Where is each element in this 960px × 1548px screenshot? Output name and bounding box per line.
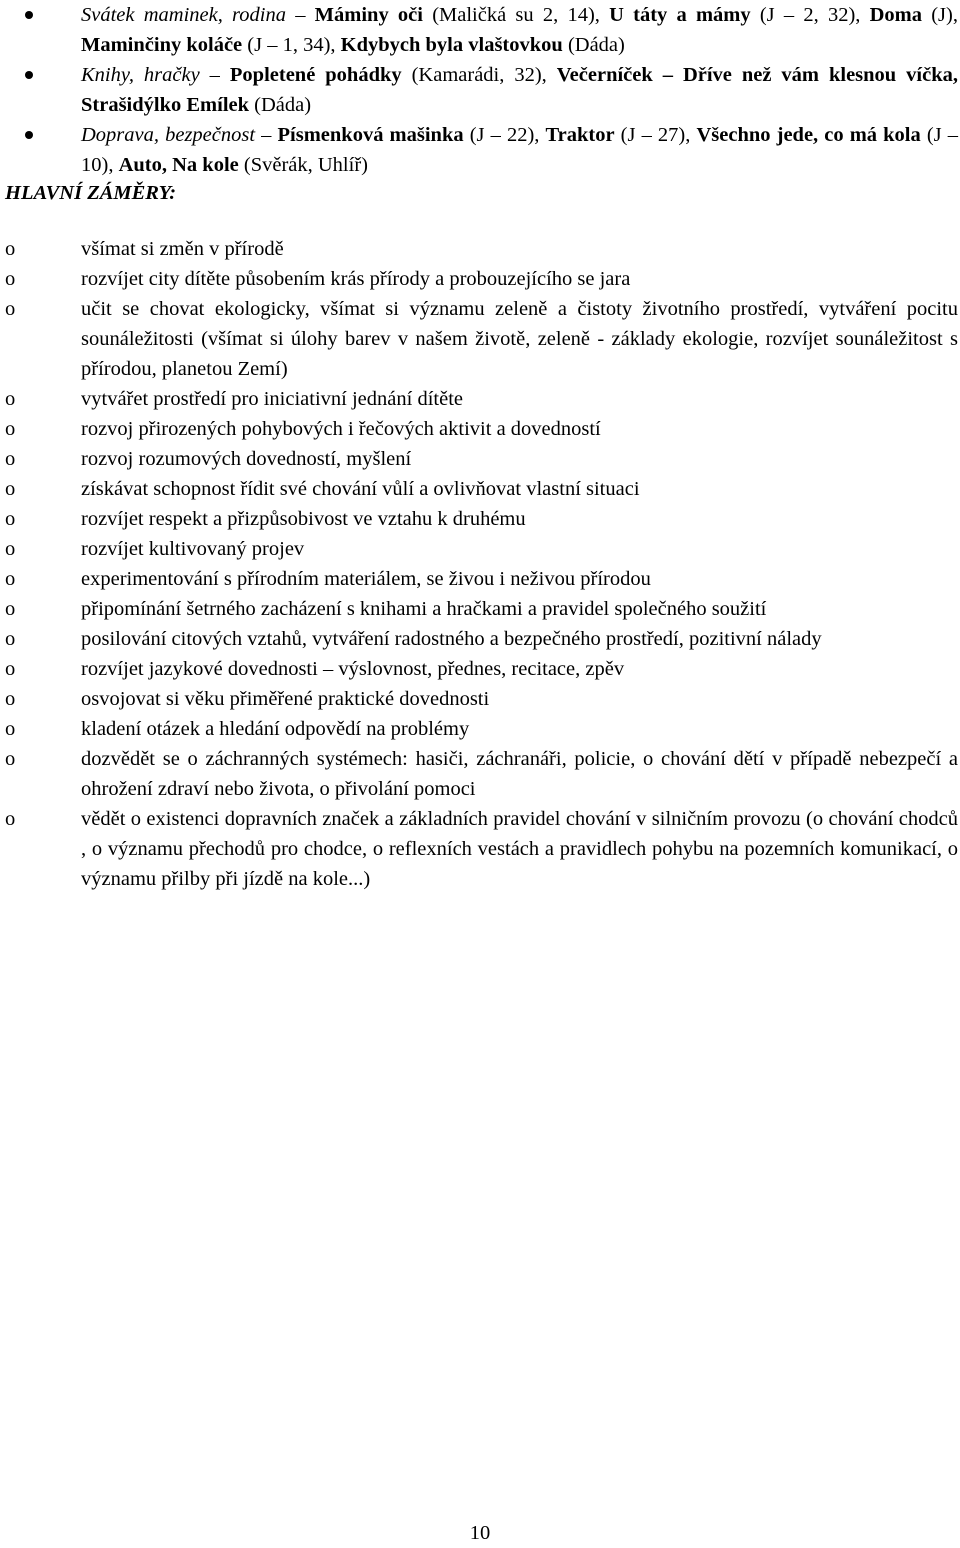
goal-text: vytvářet prostředí pro iniciativní jednání dítěte — [81, 388, 463, 410]
goal-text: rozvoj přirozených pohybových i řečových aktivit a dovedností — [81, 418, 601, 440]
work-note: – — [285, 4, 315, 26]
goal-text: získávat schopnost řídit své chování vůlí a ovlivňovat vlastní situaci — [81, 478, 640, 500]
list-marker: o — [5, 238, 16, 260]
bullet-icon — [25, 71, 33, 79]
topic-works — [81, 64, 958, 116]
work-note: (Dáda) — [249, 94, 312, 116]
goal-text: připomínání šetrného zacházení s knihami a hračkami a pravidel společného soužití — [81, 598, 767, 620]
work-title: Máminy oči — [314, 4, 423, 26]
section-heading: HLAVNÍ ZÁMĚRY: — [5, 182, 177, 204]
work-title: Traktor — [545, 124, 615, 146]
work-note: (Svěrák, Uhlíř) — [238, 154, 368, 176]
goal-text: rozvíjet respekt a přizpůsobivost ve vztahu k druhému — [81, 508, 526, 530]
topic-list — [0, 0, 960, 180]
topic-item — [0, 60, 960, 120]
goal-item — [0, 624, 960, 654]
goals-list — [0, 234, 960, 894]
work-note: (J – 27), — [614, 124, 697, 146]
list-marker: o — [5, 478, 16, 500]
goal-item — [0, 714, 960, 744]
goal-text: učit se chovat ekologicky, všímat si významu zeleně a čistoty životního prostředí, vytváření pocitu sounáležitosti (všímat si úlohy barev v našem životě, zeleně - základy ekologie, rozvíjet sounáležitost s přírodou, planetou Zemí) — [81, 298, 958, 380]
goal-text: rozvíjet kultivovaný projev — [81, 538, 305, 560]
goal-item — [0, 594, 960, 624]
work-note: (J – 1, 34), — [242, 34, 341, 56]
goal-item — [0, 444, 960, 474]
goal-text: osvojovat si věku přiměřené praktické dovednosti — [81, 688, 490, 710]
list-marker: o — [5, 748, 16, 770]
work-note: – — [199, 64, 230, 86]
goal-item — [0, 534, 960, 564]
goal-text: rozvíjet city dítěte působením krás přírody a probouzejícího se jara — [81, 268, 631, 290]
goal-text: kladení otázek a hledání odpovědí na problémy — [81, 718, 470, 740]
goal-text: všímat si změn v přírodě — [81, 238, 284, 260]
list-marker: o — [5, 448, 16, 470]
work-title: Písmenková mašinka — [277, 124, 464, 146]
topic-category: Knihy, hračky — [81, 64, 200, 86]
work-title: Všechno jede, co má kola — [696, 124, 921, 146]
list-marker: o — [5, 598, 16, 620]
work-title: Auto, Na kole — [118, 154, 239, 176]
page-number: 10 — [469, 1522, 491, 1544]
work-note: – — [255, 124, 278, 146]
goal-item — [0, 474, 960, 504]
list-marker: o — [5, 628, 16, 650]
goal-item — [0, 744, 960, 804]
goal-text: experimentování s přírodním materiálem, se živou i neživou přírodou — [81, 568, 651, 590]
work-title: Doma — [869, 4, 923, 26]
list-marker: o — [5, 718, 16, 740]
topic-item — [0, 0, 960, 60]
goal-text: posilování citových vztahů, vytváření radostného a bezpečného prostředí, pozitivní nálady — [81, 628, 822, 650]
work-title: Večerníček – Dříve než vám klesnou víčka, Strašidýlko Emílek — [81, 64, 958, 116]
list-marker: o — [5, 508, 16, 530]
list-marker: o — [5, 268, 16, 290]
goal-text: rozvoj rozumových dovedností, myšlení — [81, 448, 412, 470]
bullet-icon — [25, 11, 33, 19]
goal-item — [0, 384, 960, 414]
work-title: Maminčiny koláče — [81, 34, 243, 56]
bullet-icon — [25, 131, 33, 139]
topic-item — [0, 120, 960, 180]
work-title: Kdybych byla vlaštovkou — [340, 34, 563, 56]
work-note: (J – 22), — [463, 124, 546, 146]
work-note: (Dáda) — [562, 34, 625, 56]
work-note: (Maličká su 2, 14), — [422, 4, 610, 26]
goal-item — [0, 414, 960, 444]
list-marker: o — [5, 568, 16, 590]
work-note: (Kamarádi, 32), — [401, 64, 557, 86]
goal-item — [0, 264, 960, 294]
goal-text: rozvíjet jazykové dovednosti – výslovnost, přednes, recitace, zpěv — [81, 658, 625, 680]
list-marker: o — [5, 298, 16, 320]
goal-item — [0, 804, 960, 894]
work-note: (J – 10), — [81, 124, 958, 176]
list-marker: o — [5, 688, 16, 710]
goal-text: vědět o existenci dopravních značek a základních pravidel chování v silničním provozu (o chování chodců , o významu přechodů pro chodce, o reflexních vestách a pravidlech pohybu na pozemních komunikací, o významu přilby při jízdě na kole...) — [81, 808, 958, 890]
list-marker: o — [5, 388, 16, 410]
goal-item — [0, 684, 960, 714]
goal-item — [0, 294, 960, 384]
work-note: (J – 2, 32), — [750, 4, 870, 26]
list-marker: o — [5, 538, 16, 560]
goal-item — [0, 234, 960, 264]
goal-item — [0, 564, 960, 594]
topic-category: Doprava, bezpečnost — [81, 124, 256, 146]
work-note: (J), — [922, 4, 958, 26]
topic-category: Svátek maminek, rodina — [81, 4, 286, 26]
list-marker: o — [5, 418, 16, 440]
goal-item — [0, 504, 960, 534]
list-marker: o — [5, 808, 16, 830]
goal-text: dozvědět se o záchranných systémech: hasiči, záchranáři, policie, o chování dětí v případě nebezpečí a ohrožení zdraví nebo života, o přivolání pomoci — [81, 748, 958, 800]
work-title: Popletené pohádky — [229, 64, 402, 86]
goal-item — [0, 654, 960, 684]
work-title: U táty a mámy — [609, 4, 751, 26]
list-marker: o — [5, 658, 16, 680]
